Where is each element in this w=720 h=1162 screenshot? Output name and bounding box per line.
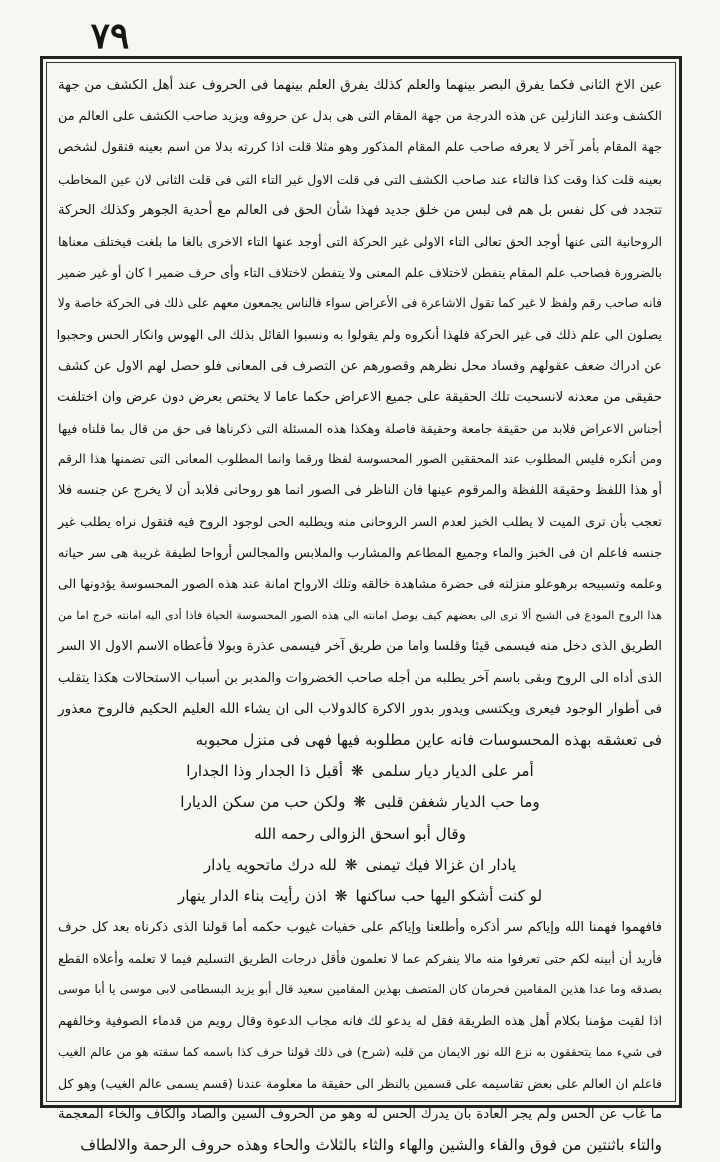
paragraph-2-line: ما غاب عن الحس ولم يجر العادة بان يدرك الحس له وهو من الحروف السين والصاد والكاف والخاء المعجمة	[58, 1107, 662, 1123]
paragraph-1-line: الروحانية التى عنها أوجد الحق تعالى التاء الاولى غير الحركة التى أوجد عنها التاء الاخرى بالغا ما بلغت فيختلف معناها	[58, 233, 662, 249]
verse-second-hemistich: اذن رأيت بناء الدار ينهار	[177, 886, 327, 905]
paragraph-1-line: الطريق الذى دخل منه فيسمى قيئا وقلسا واما من طريق آخر فيسمى عذرة وبولا فأعطاه الاسم الاول الا السر	[58, 639, 662, 655]
paragraph-1-line: فى تعشقه بهذه المحسوسات فانه عاين مطلوبه فيها فهى فى منزل محبوبه	[195, 730, 662, 749]
paragraph-1-line: بالضرورة فصاحب علم المقام يتفطن لاختلاف علم المعنى ولا يتفطن لاختلاف التاء وأى حرف ضمير ا كان أو غير ضمير	[58, 265, 662, 281]
page-number: ٧٩	[90, 15, 130, 57]
paragraph-1-line: عين الاخ الثانى فكما يفرق البصر بينهما والعلم كذلك يفرق العلم بينهما فى الحروف عند أهل الكشف من جهة	[58, 78, 662, 93]
paragraph-1-line: عن ادراك ضعف عقولهم وفساد محل نظرهم وقصورهم عن التصرف فى المعانى فلو حصل لهم الاول عن كشف	[58, 358, 662, 374]
verse-separator: ❋	[353, 793, 367, 812]
paragraph-1-line: جهة المقام بأمر آخر لا يعرفه صاحب علم المقام المذكور وهو مثلا قلت اذا كررته بدلا من اسم بعينه فتقول لشخص	[58, 140, 662, 156]
page-text	[56, 70, 662, 1155]
paragraph-1	[58, 70, 662, 756]
poem-1	[58, 756, 662, 818]
verse-first-hemistich: لو كنت أشكو اليها حب ساكنها	[355, 886, 543, 905]
paragraph-1-line: ومن أنكره فليس المطلوب عند المحققين الصور المحسوسة لفظا ورقما وانما المطلوب المعانى التى تضمنها هذا الرقم	[58, 452, 662, 467]
poem-2	[58, 850, 662, 912]
paragraph-1-line: فانه صاحب رقم ولفظ لا غير كما تقول الاشاعرة فى الأعراض سواء فالناس يجمعون معهم على ذلك فى الحركة خاصة ولا	[57, 296, 662, 311]
verse-row	[58, 881, 662, 912]
paragraph-1-line: وعلمه وتسبيحه برهوعلو منزلته فى حضرة مشاهدة خالقه وتلك الارواح امانة عند هذه الصور المحسوسة يؤدونها الى	[58, 577, 662, 592]
paragraph-1-line: فى أطوار الوجود فيعرى ويكتسى ويدور بدور الاكرة كالدولاب الى ان يشاء الله العليم الحكيم فالروح معذور	[58, 700, 662, 717]
paragraph-2-line: فاعلم ان العالم على بعض تقاسيمه على قسمين بالنظر الى حقيقة ما معلومة عندنا (قسم يسمى عالم الغيب) وهو كل	[58, 1076, 662, 1091]
verse-row	[58, 756, 662, 787]
paragraph-2-line: بصدقه وما عدا هذين المقامين فحرمان كان المتصف بهذين المقامين سعيد قال أبو يزيد البسطامى لابى موسى يا أبا موسى	[58, 982, 662, 997]
verse-separator: ❋	[351, 762, 364, 781]
verse-first-hemistich: أمر على الديار ديار سلمى	[371, 762, 534, 781]
paragraph-2-line: فافهموا فهمنا الله وإياكم سر أذكره وأطلعنا وإياكم على خفيات غيوب حكمه أما قولنا الذى ذكرناه بعد كل حرف	[58, 920, 662, 936]
paragraph-2-line: فى شيء مما يتحققون به نزع الله نور الايمان من قلبه (شرح) فى ذلك قولنا حرف كذا باسمه كما سقته هو من عالم الغيب	[58, 1044, 662, 1059]
verse-second-hemistich: لله درك ماتحويه يادار	[203, 855, 337, 874]
verse-row	[58, 787, 662, 818]
paragraph-1-line: أو هذا اللفظ وحقيقة اللفظة والمرقوم عينها فان الناظر فى الصور انما هو روحانى فلابد أن لا يخرج عن جنسه فلا	[58, 483, 662, 499]
paragraph-1-line: يصلون الى علم ذلك فى غير الحركة فلهذا أنكروه ولم يقولوا به ونسبوا القائل بذلك الى الهوس وانكار الحس وحجبوا	[56, 327, 662, 343]
paragraph-2	[58, 912, 662, 1162]
paragraph-2-line: والتاء باثنتين من فوق والفاء والشين والهاء والثاء بالثلاث والحاء وهذه حروف الرحمة والالطاف	[80, 1136, 662, 1155]
paragraph-1-line: هذا الروح المودع فى الشبح ألا ترى الى بعضهم كيف يوصل امانته الى هذه الصور المحسوسة الحياة فاذا أدى اليه امانته خرج اما من	[58, 609, 662, 623]
verse-second-hemistich: ولكن حب من سكن الديارا	[180, 793, 346, 812]
paragraph-1-line: الكشف وعند النازلين عن هذه الدرجة من جهة المقام التى هى بدل عن حروفه ويزيد صاحب الكشف على العالم من	[58, 109, 662, 125]
paragraph-1-line: بعينه قلت كذا وقت كذا فالتاء عند صاحب الكشف التى فى قلت الاول غير التاء التى فى قلت الثانى لان عين المخاطب	[58, 171, 662, 187]
paragraph-1-line: الذى أداه الى الروح وبقى باسم آخر يطلبه من أجله صاحب الخضروات والمدبر بن أسباب الاستحالات هكذا يتقلب	[58, 670, 662, 686]
paragraph-1-line: أجناس الاعراض فلابد من حقيقة جامعة وحقيقة فاصلة وهكذا هذه المسئلة التى ذكرناها فى حق من قال بما قلناه فيها	[58, 421, 662, 437]
paragraph-1-line: تتجدد فى كل نفس بل هم فى لبس من خلق جديد فهذا شأن الحق فى العالم مع أحدية الجوهر وكذلك الحركة	[58, 202, 662, 218]
paragraph-1-line: تعجب بأن ترى الميت لا يطلب الخبز لعدم السر الروحانى منه ويطلبه الحى لوجود الروح فيه فتقول نراه يطلب غير	[58, 514, 662, 530]
verse-first-hemistich: يادار ان غزالا فيك تيمنى	[365, 855, 517, 874]
paragraph-2-line: فأريد أن أبينه لكم حتى تعرفوا منه مالا ينفركم عما لا تعلمون فأقل درجات الطريق التسليم فيما لا تعلمه وأعلاه القطع	[58, 951, 662, 967]
verse-row	[58, 850, 662, 881]
paragraph-2-line: اذا لقيت مؤمنا بكلام أهل هذه الطريقة فقل له يدعو لك فانه مجاب الدعوة وقال رويم من قدماء الصوفية وخالفهم	[58, 1013, 662, 1029]
verse-separator: ❋	[334, 886, 348, 905]
verse-separator: ❋	[344, 855, 358, 874]
verse-first-hemistich: وما حب الديار شغفن قلبى	[374, 793, 540, 812]
verse-second-hemistich: أقبل ذا الجدار وذا الجدارا	[186, 762, 344, 781]
paragraph-1-line: جنسه فاعلم ان فى الخبز والماء وجميع المطاعم والمشارب والملابس والمجالس أرواحا لطيفة غريبة هى سر حياته	[58, 545, 662, 561]
poem-intro: وقال أبو اسحق الزوالى رحمه الله	[254, 824, 466, 843]
paragraph-1-line: حقيقى من معدنه لانسحبت تلك الحقيقة على جميع الاعراض حكما عاما لا يختص بعرض دون عرض وان اختلفت	[57, 389, 662, 405]
